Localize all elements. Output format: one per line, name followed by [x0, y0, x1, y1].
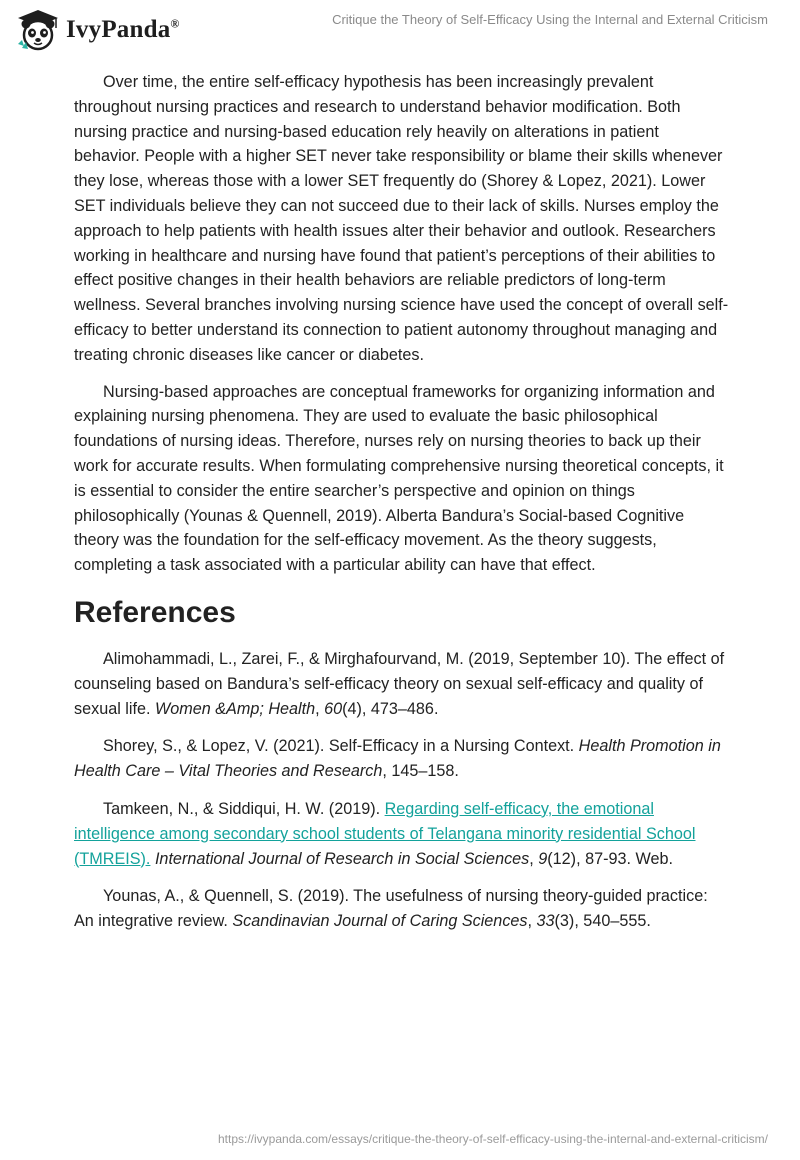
body-paragraph: Nursing-based approaches are conceptual frameworks for organizing information and explaining nursing phenomena. They are used to evaluate the basic philosophical foundations of nursing ideas. Therefore, nurses rely on nursing theories to back up their work for accurate results. When formulating comprehensive nursing theoretical concepts, it is essential to consider the entire searcher’s perspective and opinion on things philosophically (Younas & Quennell, 2019). Alberta Bandura’s Social-based Cognitive theory was the foundation for the self-efficacy movement. As the theory suggests, completing a task associated with a particular ability can have that effect. — [74, 382, 724, 575]
reference-journal: International Journal of Research in Social Sciences — [154, 849, 530, 868]
reference-volume: 60 — [324, 699, 343, 718]
document-title: Critique the Theory of Self-Efficacy Using the Internal and External Criticism — [332, 12, 768, 27]
logo-wordmark: IvyPanda® — [66, 16, 180, 43]
reference-item: Alimohammadi, L., Zarei, F., & Mirghafourvand, M. (2019, September 10). The effect of counseling based on Bandura’s self-efficacy theory on sexual self-efficacy and quality of sexual life. Women &Amp; Health, 60(4), 473–486. — [74, 649, 725, 718]
ivypanda-logo[interactable] — [14, 8, 180, 52]
panda-graduate-icon — [14, 8, 62, 52]
reference-volume: 9 — [538, 849, 548, 868]
reference-item: Shorey, S., & Lopez, V. (2021). Self-Efficacy in a Nursing Context. Health Promotion in Health Care – Vital Theories and Research, 145–158. — [74, 737, 721, 781]
reference-item: Younas, A., & Quennell, S. (2019). The usefulness of nursing theory-guided practice: An integrative review. Scandinavian Journal of Caring Sciences, 33(3), 540–555. — [74, 887, 708, 931]
document-body — [74, 70, 729, 947]
reference-journal: Health Promotion in Health Care – Vital Theories and Research — [74, 737, 721, 781]
reference-volume: 33 — [536, 912, 555, 931]
reference-journal: Women &Amp; Health — [154, 699, 316, 718]
footer-url: https://ivypanda.com/essays/critique-the-theory-of-self-efficacy-using-the-internal-and-external-criticism/ — [218, 1132, 768, 1146]
reference-link[interactable]: Regarding self-efficacy, the emotional intelligence among secondary school students of Telangana minority residential School (TMREIS). — [74, 799, 696, 868]
references-heading: References — [74, 595, 236, 629]
body-paragraph: Over time, the entire self-efficacy hypothesis has been increasingly prevalent throughout nursing practices and research to understand behavior modification. Both nursing practice and nursing-based education rely heavily on alterations in patient behavior. People with a higher SET never take responsibility or blame their skills whenever they lose, whereas those with a lower SET frequently do (Shorey & Lopez, 2021). Lower SET individuals believe they can not succeed due to their lack of skills. Nurses employ the approach to help patients with health issues alter their behavior and outlook. Researchers working in healthcare and nursing have found that patient’s perceptions of their abilities to effect positive changes in their health behaviors are reliable predictors of long-term wellness. Several branches involving nursing science have used the concept of overall self-efficacy to better understand its connection to patient autonomy throughout managing and treating chronic diseases like cancer or diabetes. — [74, 73, 729, 364]
page-header — [0, 0, 800, 60]
reference-journal: Scandinavian Journal of Caring Sciences — [232, 912, 528, 931]
reference-item: Tamkeen, N., & Siddiqui, H. W. (2019). Regarding self-efficacy, the emotional intelligence among secondary school students of Telangana minority residential School (TMREIS). International Journal of Research in Social Sciences, 9(12), 87-93. Web. — [74, 799, 696, 868]
